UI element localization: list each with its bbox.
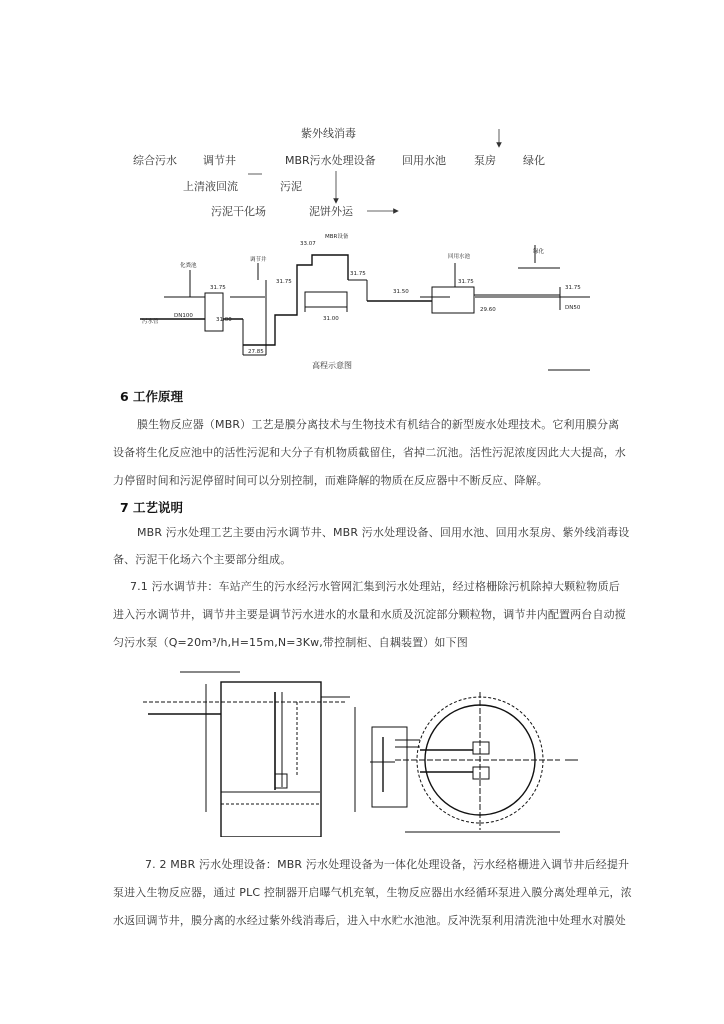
section-6-line-2: 设备将生化反应池中的活性污泥和大分子有机物质截留住，省掉二沉池。活性污泥浓度因此大大提高，水 [113, 446, 626, 459]
flow-reuse-pool: 回用水池 [402, 154, 446, 167]
elev-level-7: 27.85 [248, 349, 264, 355]
elev-out-label: DN50 [565, 305, 581, 311]
flow-arrows [0, 0, 724, 230]
section-7-1-line-2: 进入污水调节井，调节井主要是调节污水进水的水量和水质及沉淀部分颗粒物，调节井内配置两台自动搅 [113, 608, 626, 621]
elevation-caption: 高程示意图 [312, 361, 352, 370]
elev-level-6: 31.75 [276, 279, 292, 285]
flow-uv: 紫外线消毒 [301, 127, 356, 140]
elev-pipe-label: DN100 [174, 313, 193, 319]
elev-green-label: 绿化 [533, 249, 545, 255]
flow-pump-room: 泵房 [474, 154, 496, 167]
section-7-2-line-2: 泵进入生物反应器，通过 PLC 控制器开启曝气机充氧，生物反应器出水经循环泵进入膜分离处理单元，浓 [113, 886, 632, 899]
section-7-2-line-3: 水返回调节井，膜分离的水经过紫外线消毒后，进入中水贮水池池。反冲洗泵利用清洗池中处理水对膜处 [113, 914, 626, 927]
elev-sewage-label: 污水管 [142, 319, 159, 325]
flow-mbr: MBR污水处理设备 [285, 154, 376, 167]
elev-level-1: 31.75 [210, 285, 226, 291]
section-7-2-line-1: 7. 2 MBR 污水处理设备：MBR 污水处理设备为一体化处理设备，污水经格栅进入调节井后经提升 [145, 858, 630, 871]
elev-level-10: 31.75 [565, 285, 581, 291]
flow-sludge: 污泥 [280, 180, 302, 193]
elev-level-9: 31.75 [458, 279, 474, 285]
elev-level-5: 31.50 [393, 289, 409, 295]
flow-dry-field: 污泥干化场 [211, 205, 266, 218]
elev-level-2: 31.00 [216, 317, 232, 323]
section-6-line-1: 膜生物反应器（MBR）工艺是膜分离技术与生物技术有机结合的新型废水处理技术。它利用膜分离 [137, 418, 620, 431]
section-6-line-3: 力停留时间和污泥停留时间可以分别控制，而难降解的物质在反应器中不断反应、降解。 [113, 474, 548, 487]
elev-mbr-label: MBR设备 [325, 234, 349, 240]
elev-reuse-label: 回用水池 [448, 254, 471, 260]
section-7-line-2: 备、污泥干化场六个主要部分组成。 [113, 553, 292, 566]
section-7-line-1: MBR 污水处理工艺主要由污水调节井、MBR 污水处理设备、回用水池、回用水泵房、紫外线消毒设 [137, 526, 630, 539]
section-7-1-line-1: 7.1 污水调节井：车站产生的污水经污水管网汇集到污水处理站，经过格栅除污机除掉大颗粒物质后 [130, 580, 620, 593]
section-7-heading: 7 工艺说明 [120, 500, 184, 515]
elev-reg-label: 调节井 [250, 257, 267, 263]
section-7-1-line-3: 匀污水泵（Q=20m³/h,H=15m,N=3Kw,带控制柜、自耦装置）如下图 [113, 636, 468, 649]
flow-greening: 绿化 [523, 154, 545, 167]
elev-level-11: 29.60 [480, 307, 496, 313]
flow-reg-well: 调节井 [203, 154, 236, 167]
flow-cake-out: 泥饼外运 [309, 205, 353, 218]
elev-level-8: 31.00 [323, 316, 339, 322]
flow-sewage: 综合污水 [133, 154, 177, 167]
elev-level-4: 31.75 [350, 271, 366, 277]
elev-inlet-label: 化粪池 [180, 263, 197, 269]
elev-level-3: 33.07 [300, 241, 316, 247]
section-6-heading: 6 工作原理 [120, 389, 184, 404]
elevation-drawing [0, 225, 724, 375]
regulating-well-drawing [0, 662, 724, 837]
flow-supernatant: 上清液回流 [183, 180, 238, 193]
